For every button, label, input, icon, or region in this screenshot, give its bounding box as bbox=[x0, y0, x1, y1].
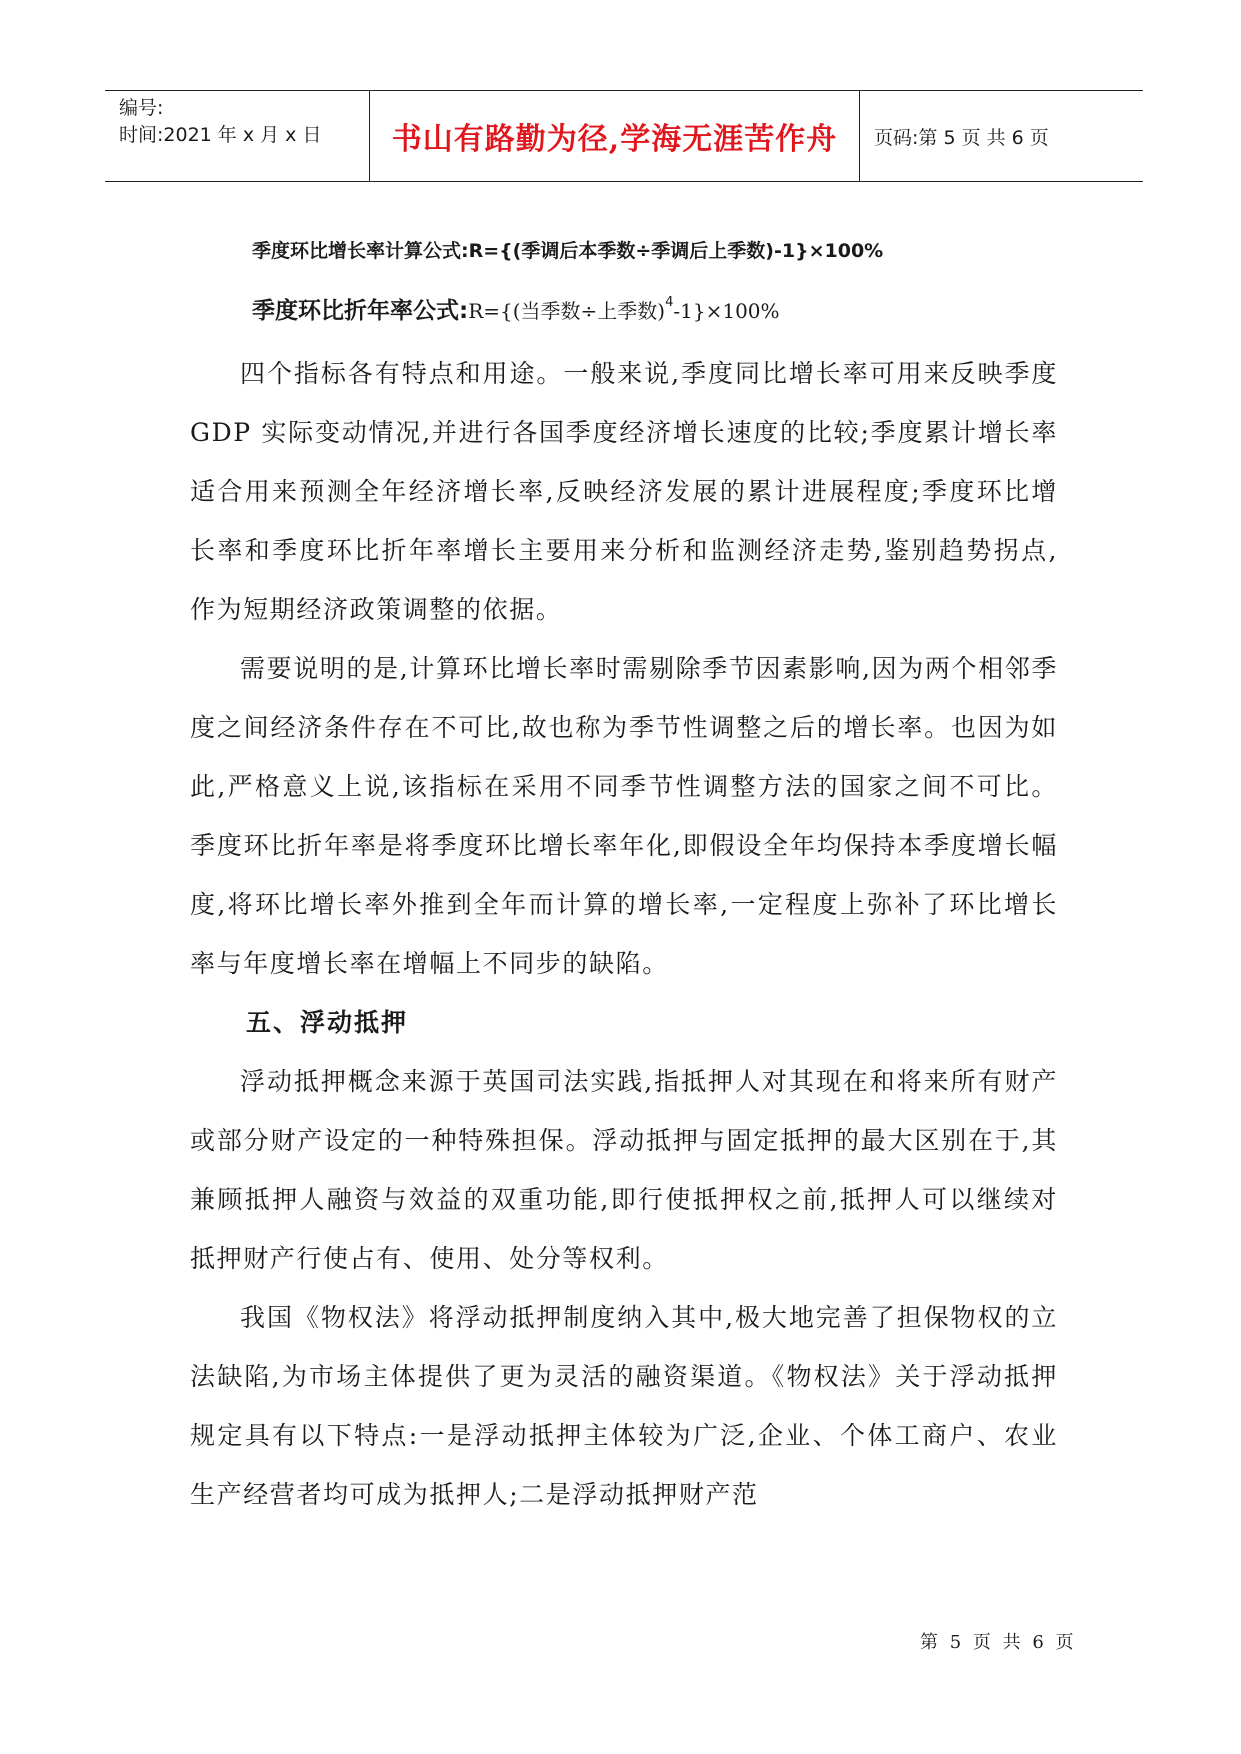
annualized-formula-prefix: 季度环比折年率公式: bbox=[252, 298, 469, 324]
annualized-formula-exponent: 4 bbox=[665, 295, 674, 310]
paragraph-seasonal-adjustment: 需要说明的是,计算环比增长率时需剔除季节因素影响,因为两个相邻季度之间经济条件存在不可比,故也称为季节性调整之后的增长率。也因为如此,严格意义上说,该指标在采用不同季节性调整方法的国家之间不可比。季度环比折年率是将季度环比增长率年化,即假设全年均保持本季度增长幅度,将环比增长率外推到全年而计算的增长率,一定程度上弥补了环比增长率与年度增长率在增幅上不同步的缺陷。 bbox=[190, 654, 1058, 978]
paragraph-floating-charge-concept: 浮动抵押概念来源于英国司法实践,指抵押人对其现在和将来所有财产或部分财产设定的一种特殊担保。浮动抵押与固定抵押的最大区别在于,其兼顾抵押人融资与效益的双重功能,即行使抵押权之前,抵押人可以继续对抵押财产行使占有、使用、处分等权利。 bbox=[190, 1067, 1058, 1273]
annualized-formula-suffix: -1}×100% bbox=[673, 299, 780, 323]
paragraph-property-law: 我国《物权法》将浮动抵押制度纳入其中,极大地完善了担保物权的立法缺陷,为市场主体提供了更为灵活的融资渠道。《物权法》关于浮动抵押规定具有以下特点:一是浮动抵押主体较为广泛,企业、个体工商户、农业生产经营者均可成为抵押人;二是浮动抵押财产范 bbox=[190, 1303, 1058, 1509]
header-meta bbox=[105, 91, 370, 181]
section-heading: 五、浮动抵押 bbox=[246, 1008, 409, 1037]
annualized-formula-main: R={(当季数÷上季数) bbox=[468, 299, 666, 323]
document-number-label: 编号: bbox=[119, 97, 164, 119]
main-text bbox=[190, 344, 1058, 1524]
page-header bbox=[105, 90, 1143, 182]
header-page-number: 页码:第 5 页 共 6 页 bbox=[874, 126, 1049, 149]
page-footer: 第 5 页 共 6 页 bbox=[920, 1632, 1077, 1653]
header-motto: 书山有路勤为径,学海无涯苦作舟 bbox=[370, 91, 860, 181]
qoq-growth-formula: 季度环比增长率计算公式:R={(季调后本季数÷季调后上季数)-1}×100% bbox=[252, 240, 884, 262]
annualized-rate-formula bbox=[252, 292, 780, 325]
paragraph-indicator-uses: 四个指标各有特点和用途。一般来说,季度同比增长率可用来反映季度 GDP 实际变动情况,并进行各国季度经济增长速度的比较;季度累计增长率适合用来预测全年经济增长率,反映经济发展的累计进展程度;季度环比增长率和季度环比折年率增长主要用来分析和监测经济走势,鉴别趋势拐点,作为短期经济政策调整的依据。 bbox=[190, 359, 1058, 624]
document-time-label: 时间:2021 年 x 月 x 日 bbox=[119, 124, 322, 146]
